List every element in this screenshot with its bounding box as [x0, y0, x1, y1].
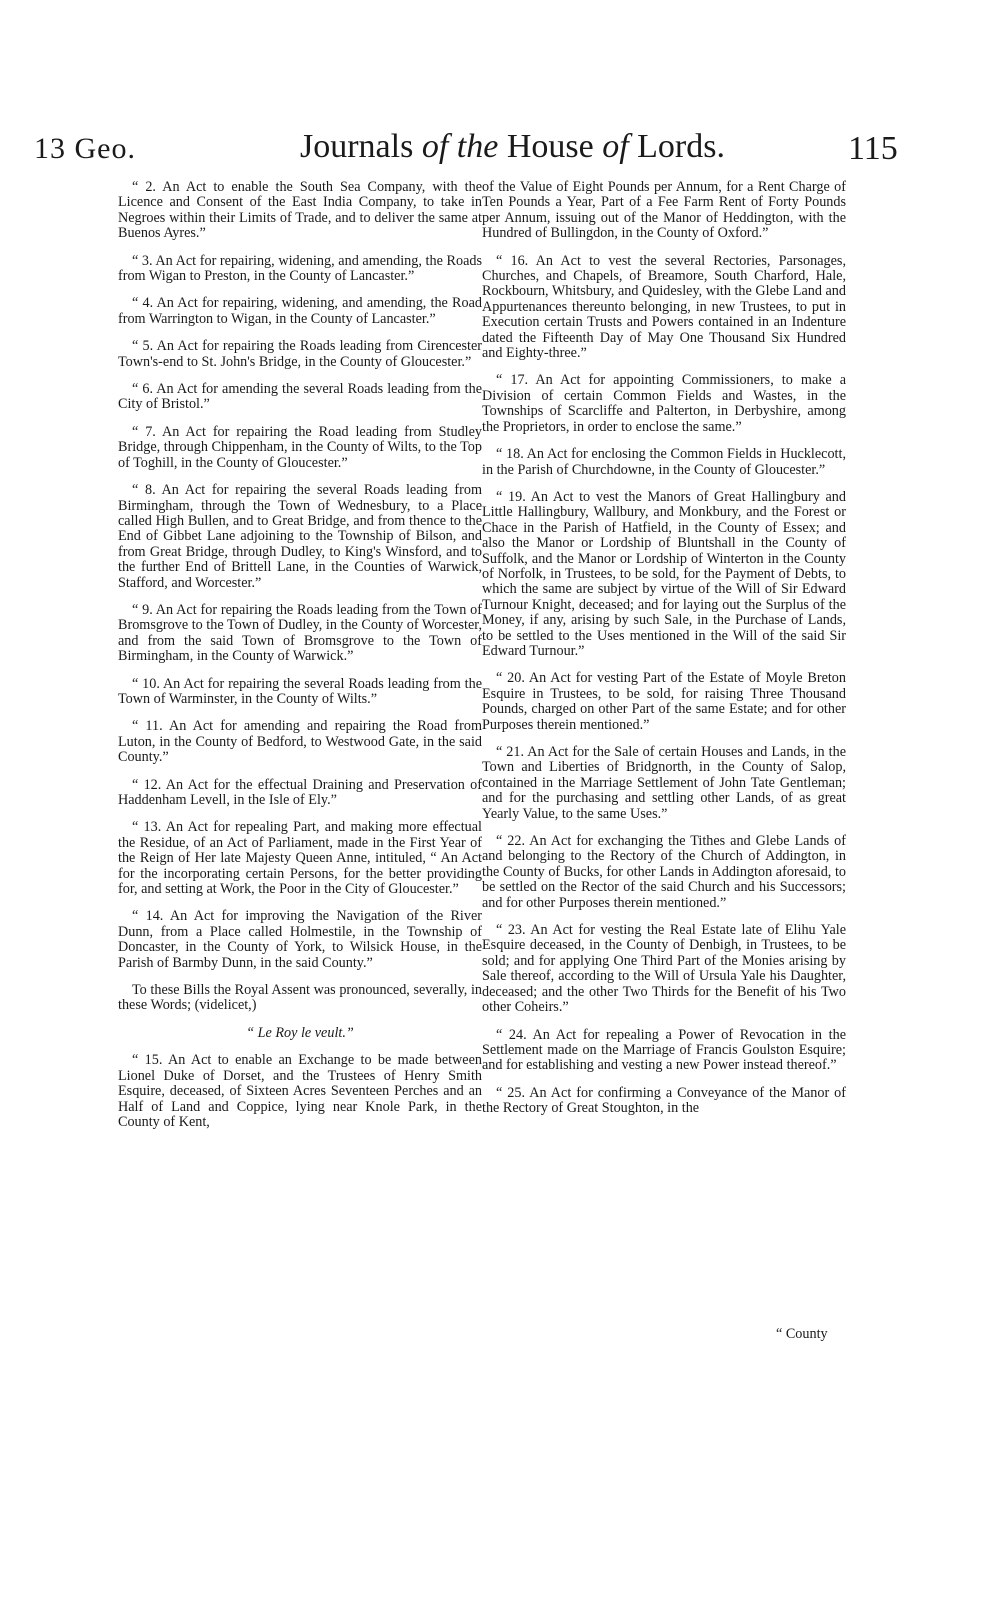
paragraph: “ 7. An Act for repairing the Road leading from Studley Bridge, through Chippenham, in the County of Wilts, to the Top of Toghill, in the County of Gloucester.” — [118, 423, 482, 471]
right-column — [482, 180, 846, 1129]
left-column — [118, 180, 482, 1142]
paragraph: “ 23. An Act for vesting the Real Estate late of Elihu Yale Esquire deceased, in the County of Denbigh, in Trustees, to be sold; and for applying One Third Part of the Monies arising by Sale thereof, according to the Will of Ursula Yale his Daughter, deceased; and the other Two Thirds for the Benefit of his Two other Coheirs.” — [482, 922, 846, 1016]
royal-assent-note: To these Bills the Royal Assent was pronounced, severally, in these Words; (videlicet,) — [118, 982, 482, 1014]
paragraph: “ 22. An Act for exchanging the Tithes and Glebe Lands of and belonging to the Rectory of the Church of Addington, in the County of Bucks, for other Lands in Addington aforesaid, to be settled on the Rector of the said Church and his Successors; and for other Purposes therein mentioned.” — [482, 833, 846, 911]
title-house: House — [506, 128, 594, 165]
title-lords: Lords. — [637, 128, 725, 165]
page-number: 115 — [848, 130, 898, 167]
royal-assent-formula: “ Le Roy le veult.” — [246, 1024, 354, 1041]
paragraph: “ 11. An Act for amending and repairing the Road from Luton, in the County of Bedford, to Westwood Gate, in the said County.” — [118, 718, 482, 766]
paragraph: “ 12. An Act for the effectual Draining and Preservation of Haddenham Levell, in the Isle of Ely.” — [118, 776, 482, 808]
paragraph: “ 19. An Act to vest the Manors of Great Hallingbury and Little Hallingbury, Wallbury, and Monkbury, and the Forest or Chace in the Parish of Hatfield, in the County of Essex; and also the Manor or Lordship of Bluntshall in the County of Suffolk, and the Manor or Lordship of Winterton in the County of Norfolk, in Trustees, to be sold, for the Payment of Debts, to which the same are subject by virtue of the Will of Sir Edward Turnour Knight, deceased; and for laying out the Surplus of the Money, if any, arising by such Sale, in the Purchase of Lands, to be settled to the Uses mentioned in the Will of the said Sir Edward Turnour.” — [482, 488, 846, 659]
paragraph: “ 20. An Act for vesting Part of the Estate of Moyle Breton Esquire in Trustees, to be sold, for raising Three Thousand Pounds, charged on other Part of the same Estate; and for other Purposes therein mentioned.” — [482, 670, 846, 733]
page-header — [0, 118, 992, 178]
paragraph: “ 5. An Act for repairing the Roads leading from Cirencester Town's-end to St. John's Bridge, in the County of Gloucester.” — [118, 338, 482, 370]
paragraph: “ 17. An Act for appointing Commissioners, to make a Division of certain Common Fields and Wastes, in the Townships of Scarcliffe and Palterton, in Derbyshire, among the Proprietors, in order to enclose the same.” — [482, 372, 846, 435]
paragraph: “ 8. An Act for repairing the several Roads leading from Birmingham, through the Town of Wednesbury, to a Place called High Bullen, and to Great Bridge, and from thence to the End of Gibbet Lane adjoining to the Township of Bilson, and from Great Bridge, through Dudley, to King's Winsford, and to the further End of Brittell Lane, in the Counties of Warwick, Stafford, and Worcester.” — [118, 482, 482, 591]
paragraph: “ 15. An Act to enable an Exchange to be made between Lionel Duke of Dorset, and the Trustees of Henry Smith Esquire, deceased, of Sixteen Acres Seventeen Perches and an Half of Land and Coppice, lying near Knole Park, in the County of Kent, — [118, 1052, 482, 1130]
paragraph: “ 3. An Act for repairing, widening, and amending, the Roads from Wigan to Preston, in the County of Lancaster.” — [118, 252, 482, 285]
paragraph: “ 10. An Act for repairing the several Roads leading from the Town of Warminster, in the County of Wilts.” — [118, 675, 482, 707]
paragraph: “ 14. An Act for improving the Navigation of the River Dunn, from a Place called Holmestile, in the Township of Doncaster, in the County of York, to Wilsick House, in the Parish of Barmby Dunn, in the said County.” — [118, 908, 482, 971]
paragraph: “ 2. An Act to enable the South Sea Company, with the Licence and Consent of the East India Company, to take in Negroes within their Limits of Trade, and to deliver the same at Buenos Ayres.” — [118, 179, 482, 242]
title-of-the: of the — [421, 128, 499, 165]
paragraph: “ 25. An Act for confirming a Conveyance of the Manor of the Rectory of Great Stoughton, in the — [482, 1084, 846, 1117]
title-journals: Journals — [300, 128, 414, 165]
paragraph: of the Value of Eight Pounds per Annum, for a Rent Charge of Ten Pounds a Year, Part of a Fee Farm Rent of Forty Pounds per Annum, issuing out of the Manor of Heddington, with the Hundred of Bullingdon, in the County of Oxford.” — [482, 179, 846, 242]
catchword: “ County — [776, 1326, 828, 1342]
paragraph: “ 6. An Act for amending the several Roads leading from the City of Bristol.” — [118, 381, 482, 413]
title-of: of — [602, 128, 629, 165]
running-title — [300, 128, 725, 166]
paragraph: “ 21. An Act for the Sale of certain Houses and Lands, in the Town and Liberties of Bridgnorth, in the County of Salop, contained in the Marriage Settlement of John Tate Gentleman; and for the purchasing and settling other Lands, of as great Yearly Value, to the same Uses.” — [482, 744, 846, 822]
paragraph: “ 16. An Act to vest the several Rectories, Parsonages, Churches, and Chapels, of Breamore, South Charford, Hale, Rockbourn, Whitsbury, and Quidesley, with the Glebe Land and Appurtenances thereunto belonging, in new Trustees, to put in Execution certain Trusts and Powers contained in an Indenture dated the Fifteenth Day of May One Thousand Six Hundred and Eighty-three.” — [482, 252, 846, 362]
paragraph: “ 18. An Act for enclosing the Common Fields in Hucklecott, in the Parish of Churchdowne, in the County of Gloucester.” — [482, 446, 846, 478]
regnal-year: 13 Geo. — [34, 132, 136, 165]
paragraph: “ 4. An Act for repairing, widening, and amending, the Road from Warrington to Wigan, in the County of Lancaster.” — [118, 295, 482, 327]
paragraph: “ 13. An Act for repealing Part, and making more effectual the Residue, of an Act of Parliament, made in the First Year of the Reign of Her late Majesty Queen Anne, intituled, “ An Act for the incorporating certain Persons, for the better providing for, and setting at Work, the Poor in the City of Gloucester.” — [118, 819, 482, 898]
paragraph: “ 24. An Act for repealing a Power of Revocation in the Settlement made on the Marriage of Francis Goulston Esquire; and for establishing and vesting a new Power instead thereof.” — [482, 1026, 846, 1074]
paragraph: “ 9. An Act for repairing the Roads leading from the Town of Bromsgrove to the Town of Dudley, in the County of Worcester, and from the said Town of Bromsgrove to the Town of Birmingham, in the County of Warwick.” — [118, 601, 482, 665]
